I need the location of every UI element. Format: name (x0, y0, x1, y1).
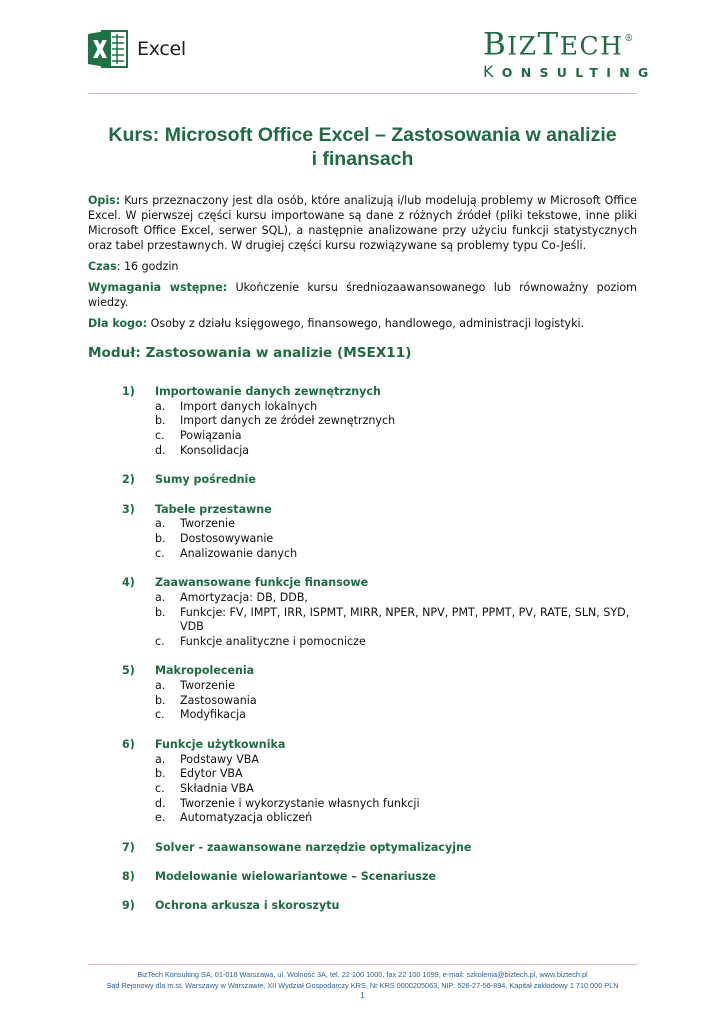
subtopic-letter: c. (155, 546, 165, 560)
subtopic-letter: a. (155, 590, 166, 604)
subtopic-letter: b. (155, 767, 166, 781)
subtopic-text: Edytor VBA (180, 767, 243, 781)
subtopic-letter: b. (155, 414, 166, 428)
subtopic-text: Składnia VBA (180, 781, 254, 795)
subtopic-letter: a. (155, 517, 166, 531)
subtopic-letter: a. (155, 399, 166, 413)
topic-heading (122, 841, 637, 856)
subtopic-text: Automatyzacja obliczeń (180, 811, 313, 825)
subtopic-item (155, 444, 637, 459)
course-title (88, 123, 637, 171)
topic-heading (122, 899, 637, 914)
footer-divider (88, 964, 637, 965)
topic-item (122, 576, 637, 650)
requirements-text: Ukończenie kursu średniozaawansowanego lub równoważny poziom wiedzy. (88, 281, 637, 309)
subtopic-text: Funkcje: FV, IMPT, IRR, ISPMT, MIRR, NPER, NPV, PMT, PPMT, PV, RATE, SLN, SYD, VDB (180, 605, 630, 634)
subtopic-item (155, 635, 637, 650)
topic-label: Sumy pośrednie (155, 473, 256, 487)
course-title-line2: i finansach (311, 148, 414, 170)
biztech-logo-top: BIZTECH® (483, 26, 635, 63)
topic-number: 3) (122, 502, 135, 516)
topic-number: 6) (122, 737, 135, 751)
subtopic-item (155, 517, 637, 532)
biztech-logo (483, 26, 657, 82)
topic-label: Solver - zaawansowane narzędzie optymalizacyjne (155, 840, 472, 854)
subtopic-text: Analizowanie danych (180, 546, 298, 560)
topic-item (122, 870, 637, 885)
subtopic-letter: c. (155, 634, 165, 648)
subtopic-item (155, 753, 637, 768)
subtopic-letter: b. (155, 693, 166, 707)
topic-label: Makropolecenia (155, 664, 255, 678)
footer (88, 969, 637, 991)
audience-paragraph (88, 316, 637, 331)
topic-label: Modelowanie wielowariantowe – Scenariusze (155, 870, 436, 884)
topic-label: Ochrona arkusza i skoroszytu (155, 899, 340, 913)
topic-number: 7) (122, 840, 135, 854)
subtopic-text: Funkcje analityczne i pomocnicze (180, 634, 366, 648)
subtopic-letter: c. (155, 429, 165, 443)
topic-item (122, 473, 637, 488)
topic-number: 4) (122, 576, 135, 590)
subtopic-item (155, 797, 637, 812)
topic-label: Importowanie danych zewnętrznych (155, 385, 381, 398)
subtopic-letter: d. (155, 796, 166, 810)
topic-heading (122, 664, 637, 679)
subtopic-text: Import danych lokalnych (180, 399, 318, 413)
topic-item (122, 899, 637, 914)
excel-logo-text: Excel (137, 38, 186, 60)
description-paragraph (88, 193, 637, 253)
subtopic-item (155, 414, 637, 429)
subtopic-letter: b. (155, 532, 166, 545)
topic-item (122, 738, 637, 826)
topic-number: 5) (122, 664, 135, 678)
subtopic-item (155, 782, 637, 797)
subtopic-letter: b. (155, 605, 166, 619)
requirements-paragraph (88, 280, 637, 310)
topic-item (122, 503, 637, 562)
registered-mark: ® (624, 34, 635, 44)
subtopic-text: Modyfikacja (180, 708, 246, 722)
footer-line2: Sąd Rejonowy dla m.st. Warszawy w Warszawie, XII Wydział Gospodarczy KRS, Nr KRS 0000205063, NIP: 526-27-56-894, Kapitał zakładowy 1 710 000 PLN (106, 981, 619, 990)
header-divider (88, 93, 637, 94)
subtopic-text: Import danych ze źródeł zewnętrznych (180, 414, 396, 428)
subtopic-item (155, 547, 637, 562)
description-text: Kurs przeznaczony jest dla osób, które analizują i/lub modelują problemy w Microsoft Office Excel. W pierwszej części kursu importowane są dane z różnych źródeł (pliki tekstowe, inne pliki Microsoft Office Excel, serwer SQL), a następnie analizowane przy użyciu funkcji statystycznych oraz tabel przestawnych. W drugiej części kursu rozwiązywane są problemy typu Co-Jeśli. (88, 194, 637, 252)
audience-label: Dla kogo: (88, 317, 148, 330)
subtopic-item (155, 679, 637, 694)
subtopic-item (155, 591, 637, 606)
biztech-logo-bottom: KONSULTING (483, 62, 657, 82)
subtopic-text: Podstawy VBA (180, 752, 260, 766)
topic-label: Tabele przestawne (155, 502, 272, 516)
subtopic-letter: a. (155, 679, 166, 692)
subtopic-letter: e. (155, 811, 166, 825)
topic-heading (122, 473, 637, 488)
topic-label: Zaawansowane funkcje finansowe (155, 576, 369, 590)
subtopic-item (155, 532, 637, 547)
topic-heading (122, 576, 637, 591)
duration-value: 16 godzin (123, 260, 179, 273)
module-title: Moduł: Zastosowania w analizie (MSEX11) (88, 345, 412, 361)
description-label: Opis: (88, 194, 121, 207)
subtopic-item (155, 767, 637, 782)
excel-logo (86, 27, 186, 71)
subtopic-text: Tworzenie i wykorzystanie własnych funkcji (180, 796, 420, 810)
topic-label: Funkcje użytkownika (155, 737, 286, 751)
subtopic-text: Powiązania (180, 429, 242, 443)
topic-item (122, 841, 637, 856)
topic-heading (122, 385, 637, 400)
topic-heading (122, 870, 637, 885)
duration-label: Czas (88, 260, 117, 273)
page-number: 1 (360, 991, 365, 1000)
subtopic-text: Tworzenie (180, 517, 235, 531)
excel-icon (86, 27, 130, 71)
subtopic-item (155, 400, 637, 415)
topics-list (122, 385, 637, 929)
subtopic-text: Zastosowania (180, 693, 257, 707)
course-info (88, 193, 637, 337)
topic-number: 9) (122, 899, 135, 913)
topic-number: 1) (122, 385, 135, 398)
subtopic-item (155, 694, 637, 709)
topic-heading (122, 738, 637, 753)
topic-item (122, 385, 637, 459)
subtopic-text: Tworzenie (180, 679, 235, 692)
duration-separator: : (116, 260, 121, 273)
subtopic-letter: c. (155, 708, 165, 722)
topic-heading (122, 503, 637, 518)
footer-line1: BizTech Konsulting SA, 01-018 Warszawa, ul. Wolność 3A, tel. 22 100 1000, fax 22 100 1099, e-mail: szkolenia@biztech.pl, www.biztech.pl (137, 970, 588, 979)
subtopic-item (155, 606, 637, 635)
subtopic-letter: a. (155, 752, 166, 766)
subtopic-item (155, 708, 637, 723)
audience-text: Osoby z działu księgowego, finansowego, handlowego, administracji logistyki. (150, 317, 585, 330)
subtopic-item (155, 811, 637, 826)
subtopic-text: Konsolidacja (180, 443, 250, 457)
topic-number: 2) (122, 473, 135, 487)
course-title-line1: Kurs: Microsoft Office Excel – Zastosowania w analizie (108, 124, 617, 146)
topic-item (122, 664, 637, 723)
subtopic-letter: c. (155, 781, 165, 795)
requirements-label: Wymagania wstępne: (88, 281, 228, 294)
subtopic-text: Dostosowywanie (180, 532, 274, 545)
subtopic-letter: d. (155, 443, 166, 457)
topic-number: 8) (122, 870, 135, 884)
subtopic-item (155, 429, 637, 444)
duration-paragraph (88, 259, 637, 274)
subtopic-text: Amortyzacja: DB, DDB, (180, 590, 308, 604)
